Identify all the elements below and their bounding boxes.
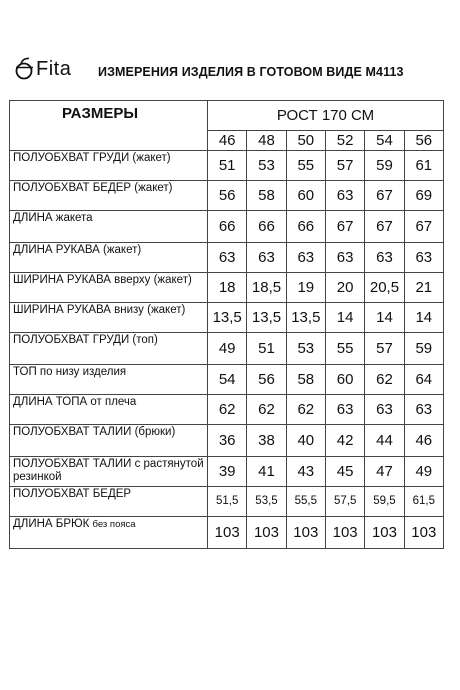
table-cell: 69 <box>404 181 443 211</box>
row-label-suffix: без пояса <box>92 519 136 530</box>
row-label <box>10 181 208 211</box>
row-label-text: ПОЛУОБХВАТ ГРУДИ (топ) <box>13 334 158 346</box>
table-cell: 63 <box>404 395 443 425</box>
row-label <box>10 151 208 181</box>
row-label <box>10 425 208 457</box>
table-cell: 103 <box>286 517 325 549</box>
table-cell: 42 <box>325 425 364 457</box>
table-cell: 51 <box>247 333 286 365</box>
size-column-header: 48 <box>247 131 286 151</box>
table-row <box>10 303 444 333</box>
row-label <box>10 457 208 487</box>
measurements-table <box>9 100 444 549</box>
table-cell: 39 <box>208 457 247 487</box>
table-cell: 41 <box>247 457 286 487</box>
size-column-header: 52 <box>325 131 364 151</box>
table-cell: 103 <box>247 517 286 549</box>
table-cell: 67 <box>325 211 364 243</box>
table-cell: 103 <box>365 517 404 549</box>
table-cell: 62 <box>208 395 247 425</box>
table-cell: 40 <box>286 425 325 457</box>
table-cell: 14 <box>365 303 404 333</box>
table-row <box>10 333 444 365</box>
table-cell: 67 <box>365 211 404 243</box>
table-cell: 56 <box>247 365 286 395</box>
row-label <box>10 303 208 333</box>
size-column-header: 46 <box>208 131 247 151</box>
table-cell: 66 <box>286 211 325 243</box>
table-cell: 57 <box>365 333 404 365</box>
table-cell: 63 <box>286 243 325 273</box>
table-cell: 67 <box>404 211 443 243</box>
table-cell: 66 <box>247 211 286 243</box>
row-label-text: ПОЛУОБХВАТ ТАЛИИ (брюки) <box>13 426 176 438</box>
height-heading: РОСТ 170 СМ <box>208 101 444 131</box>
table-cell: 43 <box>286 457 325 487</box>
table-cell: 14 <box>404 303 443 333</box>
table-cell: 61,5 <box>404 487 443 517</box>
table-cell: 103 <box>404 517 443 549</box>
table-cell: 59,5 <box>365 487 404 517</box>
row-label <box>10 395 208 425</box>
table-cell: 62 <box>286 395 325 425</box>
fita-logo-icon <box>14 52 38 88</box>
table-cell: 47 <box>365 457 404 487</box>
row-label-text: ДЛИНА БРЮК <box>13 518 90 530</box>
table-cell: 51 <box>208 151 247 181</box>
table-cell: 66 <box>208 211 247 243</box>
table-cell: 63 <box>208 243 247 273</box>
table-row <box>10 243 444 273</box>
table-cell: 63 <box>404 243 443 273</box>
page-title: ИЗМЕРЕНИЯ ИЗДЕЛИЯ В ГОТОВОМ ВИДЕ М4113 <box>98 65 404 79</box>
table-cell: 61 <box>404 151 443 181</box>
size-column-header: 54 <box>365 131 404 151</box>
row-label <box>10 487 208 517</box>
table-cell: 103 <box>208 517 247 549</box>
table-cell: 19 <box>286 273 325 303</box>
table-cell: 55 <box>286 151 325 181</box>
table-cell: 103 <box>325 517 364 549</box>
table-cell: 20 <box>325 273 364 303</box>
table-cell: 21 <box>404 273 443 303</box>
table-row <box>10 211 444 243</box>
table-cell: 14 <box>325 303 364 333</box>
table-cell: 63 <box>325 395 364 425</box>
table-cell: 38 <box>247 425 286 457</box>
table-cell: 63 <box>325 181 364 211</box>
table-row <box>10 151 444 181</box>
table-cell: 13,5 <box>208 303 247 333</box>
row-label-text: ПОЛУОБХВАТ ТАЛИИ с растянутой резинкой <box>13 458 204 484</box>
table-row <box>10 395 444 425</box>
row-label <box>10 365 208 395</box>
table-cell: 59 <box>365 151 404 181</box>
row-label <box>10 273 208 303</box>
table-cell: 53 <box>286 333 325 365</box>
row-label <box>10 333 208 365</box>
table-cell: 46 <box>404 425 443 457</box>
size-column-header: 50 <box>286 131 325 151</box>
row-label-text: ДЛИНА жакета <box>13 212 93 224</box>
table-cell: 49 <box>404 457 443 487</box>
table-cell: 51,5 <box>208 487 247 517</box>
brand-name: Fita <box>36 58 72 80</box>
table-row <box>10 425 444 457</box>
table-row <box>10 273 444 303</box>
table-cell: 55 <box>325 333 364 365</box>
table-cell: 55,5 <box>286 487 325 517</box>
table-cell: 59 <box>404 333 443 365</box>
table-cell: 57 <box>325 151 364 181</box>
table-cell: 64 <box>404 365 443 395</box>
table-cell: 62 <box>247 395 286 425</box>
table-cell: 58 <box>247 181 286 211</box>
table-cell: 53 <box>247 151 286 181</box>
table-cell: 63 <box>247 243 286 273</box>
table-cell: 54 <box>208 365 247 395</box>
table-cell: 63 <box>365 243 404 273</box>
sizes-heading: РАЗМЕРЫ <box>10 101 208 151</box>
table-cell: 67 <box>365 181 404 211</box>
table-row <box>10 487 444 517</box>
table-cell: 62 <box>365 365 404 395</box>
header <box>14 52 454 88</box>
table-cell: 45 <box>325 457 364 487</box>
table-cell: 44 <box>365 425 404 457</box>
row-label-text: ДЛИНА ТОПА от плеча <box>13 396 137 408</box>
table-cell: 13,5 <box>286 303 325 333</box>
row-label-text: ДЛИНА РУКАВА (жакет) <box>13 244 142 256</box>
size-column-header: 56 <box>404 131 443 151</box>
table-row <box>10 457 444 487</box>
row-label <box>10 211 208 243</box>
table-cell: 58 <box>286 365 325 395</box>
table-row <box>10 365 444 395</box>
row-label-text: ПОЛУОБХВАТ БЕДЕР <box>13 488 132 500</box>
header-row-top <box>10 101 444 131</box>
table-cell: 60 <box>286 181 325 211</box>
table-cell: 63 <box>325 243 364 273</box>
row-label-text: ШИРИНА РУКАВА вверху (жакет) <box>13 274 192 286</box>
table-cell: 18,5 <box>247 273 286 303</box>
table-cell: 13,5 <box>247 303 286 333</box>
row-label-text: ПОЛУОБХВАТ ГРУДИ (жакет) <box>13 152 171 164</box>
row-label-text: ПОЛУОБХВАТ БЕДЕР (жакет) <box>13 182 173 194</box>
table-cell: 63 <box>365 395 404 425</box>
table-cell: 57,5 <box>325 487 364 517</box>
table-cell: 53,5 <box>247 487 286 517</box>
row-label-text: ТОП по низу изделия <box>13 366 127 378</box>
table-row <box>10 181 444 211</box>
table-cell: 20,5 <box>365 273 404 303</box>
table-cell: 36 <box>208 425 247 457</box>
row-label-text: ШИРИНА РУКАВА внизу (жакет) <box>13 304 186 316</box>
table-row <box>10 517 444 549</box>
table-cell: 18 <box>208 273 247 303</box>
row-label <box>10 243 208 273</box>
row-label <box>10 517 208 549</box>
brand-logo <box>14 52 94 88</box>
table-cell: 56 <box>208 181 247 211</box>
table-cell: 49 <box>208 333 247 365</box>
table-cell: 60 <box>325 365 364 395</box>
